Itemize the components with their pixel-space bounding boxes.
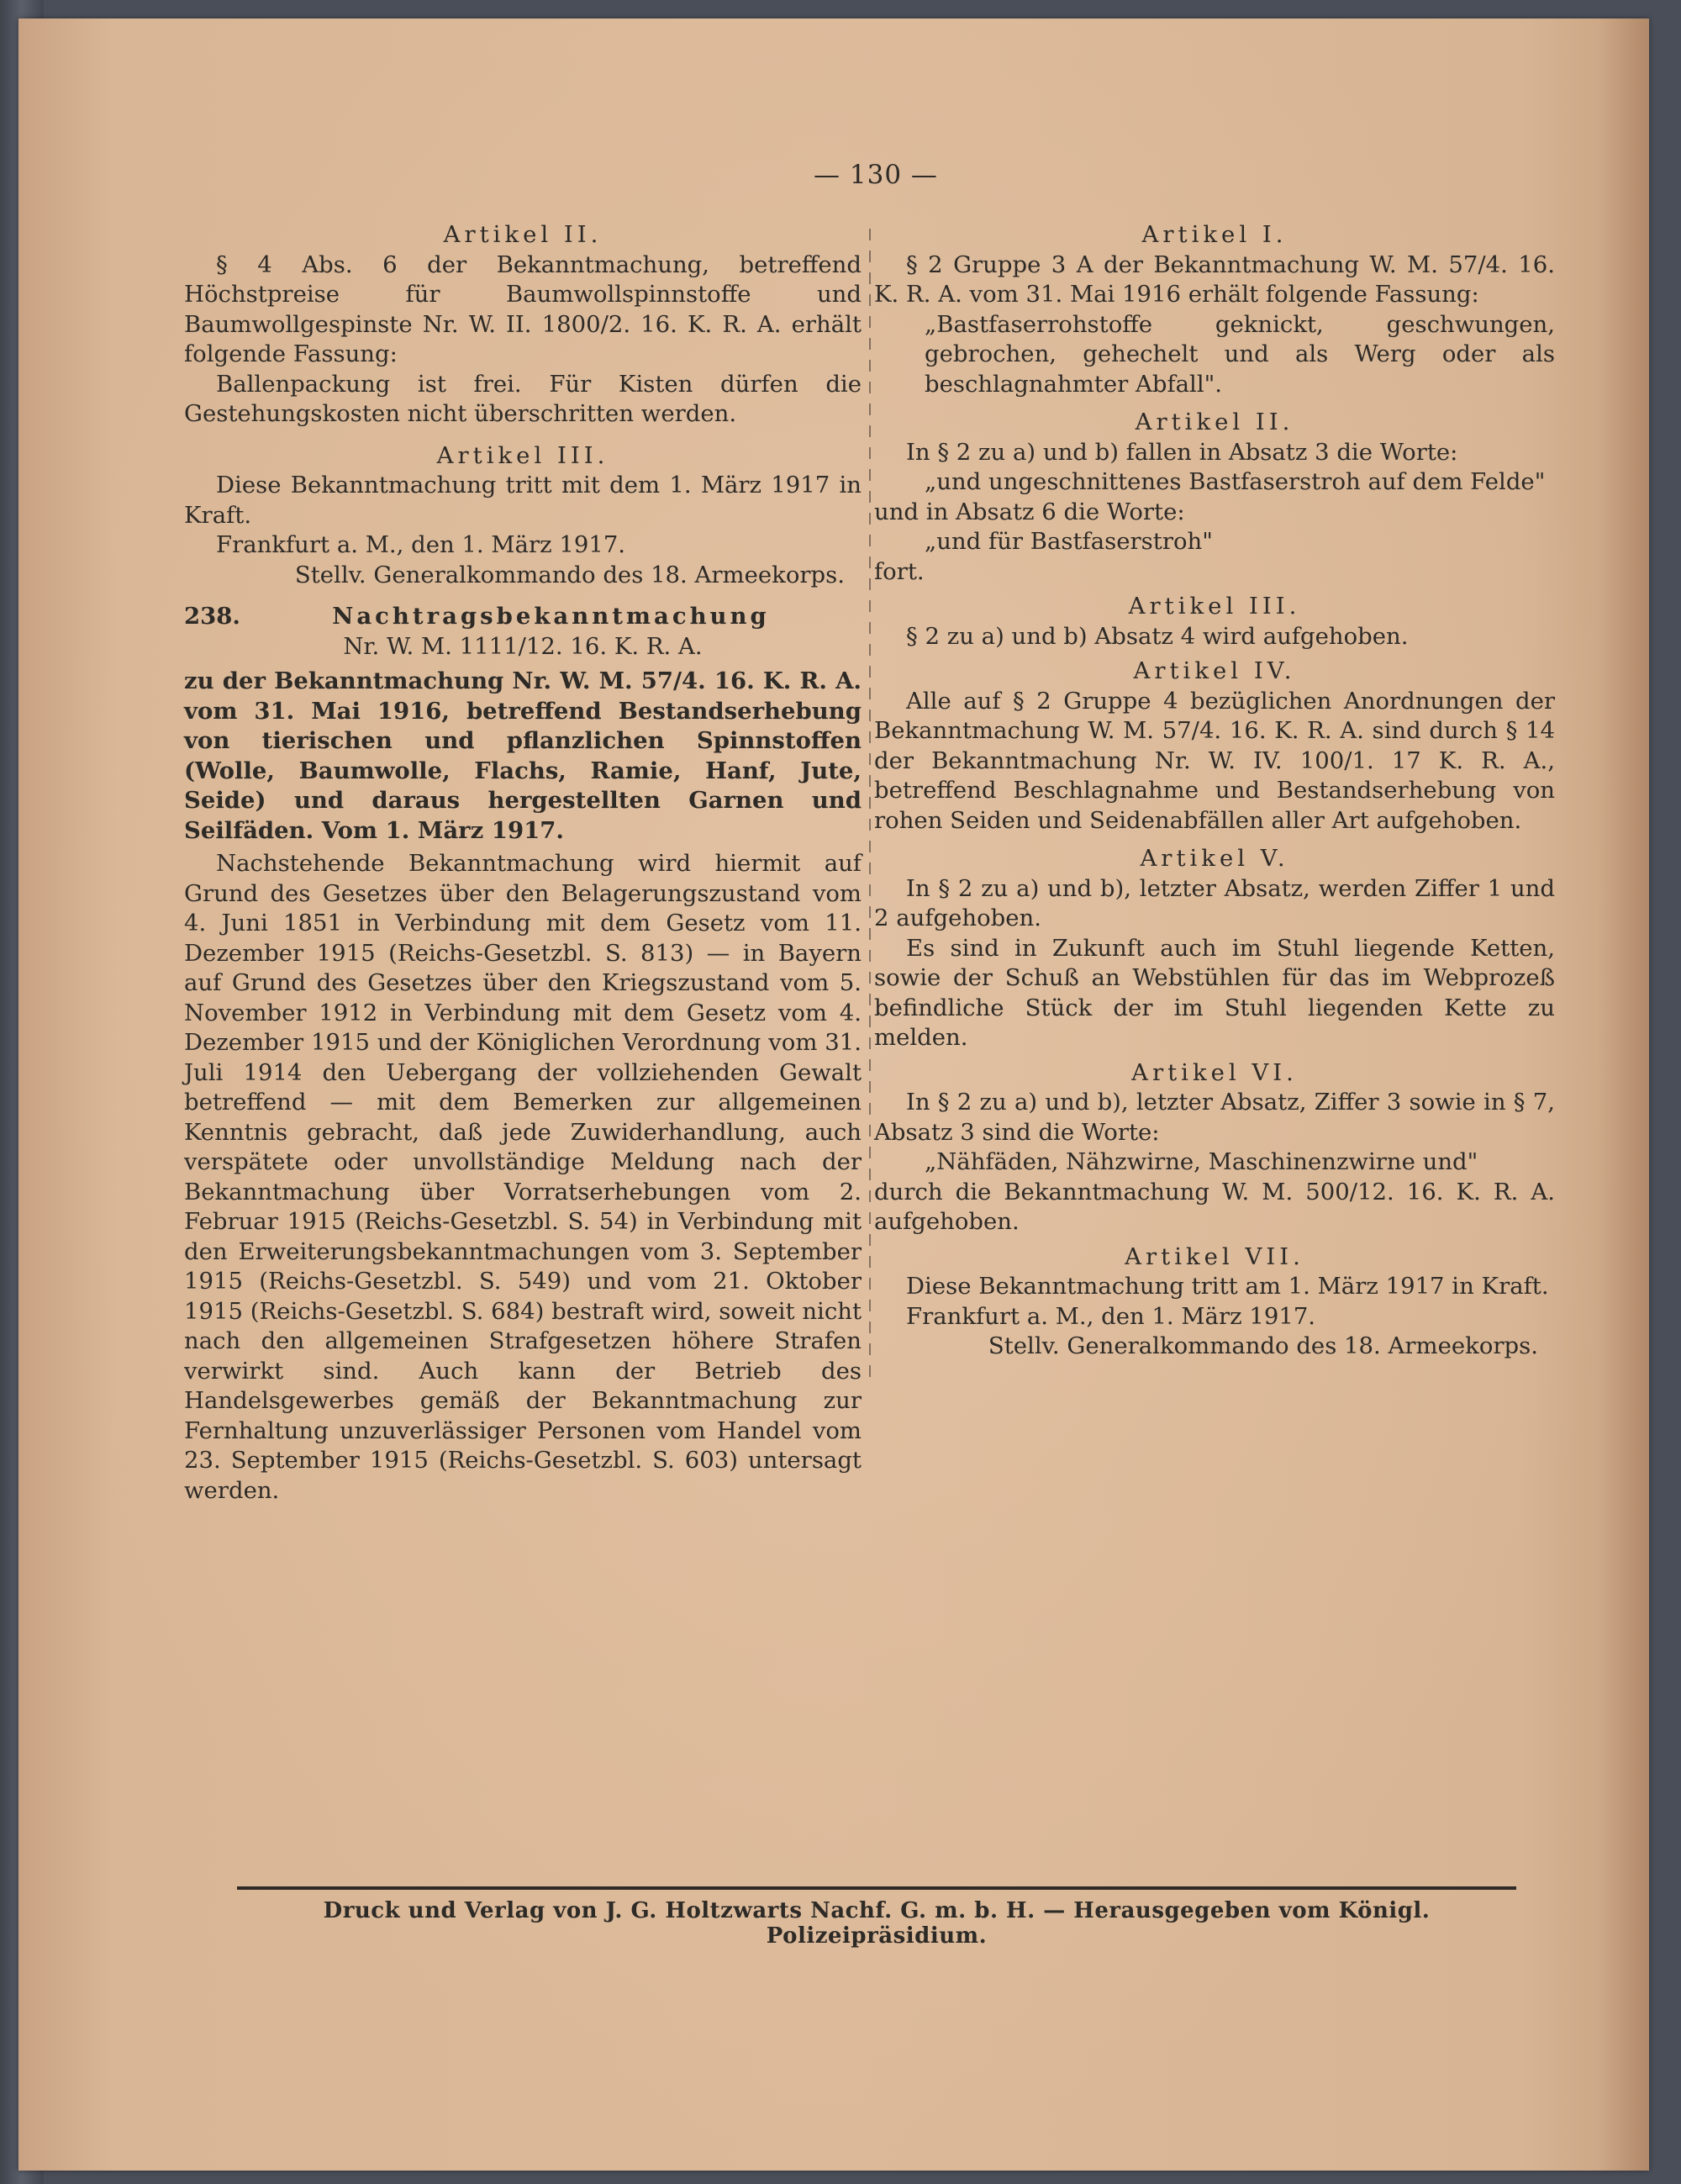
right-art1-text: § 2 Gruppe 3 A der Bekanntmachung W. M. 57/4. 16. K. R. A. vom 31. Mai 1916 erhält folgende Fassung: <box>874 251 1555 308</box>
entry-reference: Nr. W. M. 1111/12. 16. K. R. A. <box>343 632 703 660</box>
right-art3-text: § 2 zu a) und b) Absatz 4 wird aufgehoben. <box>906 622 1409 650</box>
right-art1-quote: „Bastfaserrohstoffe geknickt, geschwungen, gebrochen, gehechelt und als Werg oder als beschlagnahmter Abfall". <box>925 310 1555 398</box>
right-art6-heading: Artikel VI. <box>1131 1058 1298 1086</box>
right-art6-quote: „Nähfäden, Nähzwirne, Maschinenzwirne und" <box>925 1148 1478 1175</box>
column-divider <box>869 229 871 1380</box>
imprint-footer: Druck und Verlag von J. G. Holtzwarts Nachf. G. m. b. H. — Herausgegeben vom Königl. Polizeipräsidium. <box>323 1898 1431 1949</box>
left-art2-quote: Ballenpackung ist frei. Für Kisten dürfen die Gestehungskosten nicht überschritten werden. <box>184 370 862 427</box>
right-art2-quote2: „und für Bastfaserstroh" <box>925 528 1213 555</box>
left-art3-heading: Artikel III. <box>436 441 609 469</box>
document-page <box>18 18 1649 2171</box>
footer-rule <box>237 1886 1516 1890</box>
right-column <box>874 220 1555 1362</box>
left-art2-heading: Artikel II. <box>443 221 603 248</box>
entry-body: Nachstehende Bekanntmachung wird hiermit auf Grund des Gesetzes über den Belagerungszustand vom 4. Juni 1851 in Verbindung mit dem Gesetz vom 11. Dezember 1915 (Reichs-Gesetzbl. S. 813) — in Bayern auf Grund des Gesetzes über den Kriegszustand vom 5. November 1912 in Verbindung mit dem Gesetz vom 4. Dezember 1915 und der Königlichen Verordnung vom 31. Juli 1914 den Uebergang der vollziehenden Gewalt betreffend — mit dem Bemerken zur allgemeinen Kenntnis gebracht, daß jede Zuwiderhandlung, auch verspätete oder unvollständige Meldung nach der Bekanntmachung über Vorratserhebungen vom 2. Februar 1915 (Reichs-Gesetzbl. S. 54) in Verbindung mit den Erweiterungsbekanntmachungen vom 3. September 1915 (Reichs-Gesetzbl. S. 549) und vom 21. Oktober 1915 (Reichs-Gesetzbl. S. 684) bestraft wird, soweit nicht nach den allgemeinen Strafgesetzen höhere Strafen verwirkt sind. Auch kann der Betrieb des Handelsgewerbes gemäß der Bekanntmachung zur Fernhaltung unzuverlässiger Personen vom Handel vom 23. September 1915 (Reichs-Gesetzbl. S. 603) untersagt werden. <box>184 850 862 1504</box>
right-art4-heading: Artikel IV. <box>1133 657 1296 684</box>
left-signature: Stellv. Generalkommando des 18. Armeekorps. <box>294 561 845 588</box>
right-art2-quote1: „und ungeschnittenes Bastfaserstroh auf dem Felde" <box>925 468 1546 495</box>
entry-title: Nachtragsbekanntmachung <box>332 603 770 630</box>
right-art5-heading: Artikel V. <box>1140 845 1289 872</box>
page-number: — 130 — <box>814 160 938 190</box>
entry-subject: zu der Bekanntmachung Nr. W. M. 57/4. 16. K. R. A. vom 31. Mai 1916, betreffend Bestandserhebung von tierischen und pflanzlichen Spinnstoffen (Wolle, Baumwolle, Flachs, Ramie, Hanf, Jute, Seide) und daraus hergestellten Garnen und Seilfäden. Vom 1. März 1917. <box>184 667 862 844</box>
left-art2-text: § 4 Abs. 6 der Bekanntmachung, betreffend Höchstpreise für Baumwollspinnstoffe und Baumwollgespinste Nr. W. II. 1800/2. 16. K. R. A. erhält folgende Fassung: <box>184 251 862 367</box>
right-art2-text2: und in Absatz 6 die Worte: <box>874 498 1185 525</box>
left-art3-text: Diese Bekanntmachung tritt mit dem 1. März 1917 in Kraft. <box>184 472 862 529</box>
left-column <box>184 220 862 1506</box>
right-art7-text: Diese Bekanntmachung tritt am 1. März 1917 in Kraft. <box>906 1273 1549 1300</box>
right-art5-text2: Es sind in Zukunft auch im Stuhl liegende Ketten, sowie der Schuß an Webstühlen für das im Webprozeß befindliche Stück der im Stuhl liegenden Kette zu melden. <box>874 934 1555 1051</box>
right-signature: Stellv. Generalkommando des 18. Armeekorps. <box>988 1332 1538 1359</box>
right-art3-heading: Artikel III. <box>1128 593 1301 620</box>
right-art2-text3: fort. <box>874 557 925 585</box>
entry-header <box>184 602 862 632</box>
entry-number: 238. <box>184 603 240 630</box>
right-art2-text1: In § 2 zu a) und b) fallen in Absatz 3 die Worte: <box>906 438 1458 466</box>
right-art6-text2: durch die Bekanntmachung W. M. 500/12. 16. K. R. A. aufgehoben. <box>874 1178 1555 1235</box>
right-place-date: Frankfurt a. M., den 1. März 1917. <box>906 1302 1316 1330</box>
right-art2-heading: Artikel II. <box>1135 409 1294 435</box>
right-art5-text1: In § 2 zu a) und b), letzter Absatz, werden Ziffer 1 und 2 aufgehoben. <box>874 874 1555 931</box>
right-art1-heading: Artikel I. <box>1141 221 1288 248</box>
left-place-date: Frankfurt a. M., den 1. März 1917. <box>216 531 626 558</box>
page-fold-shadow <box>1599 18 1649 2171</box>
right-art4-text: Alle auf § 2 Gruppe 4 bezüglichen Anordnungen der Bekanntmachung W. M. 57/4. 16. K. R. A. sind durch § 14 der Bekanntmachung Nr. W. IV. 100/1. 17 K. R. A., betreffend Beschlagnahme und Bestandserhebung von rohen Seiden und Seidenabfällen aller Art aufgehoben. <box>874 687 1555 834</box>
right-art7-heading: Artikel VII. <box>1125 1242 1304 1270</box>
right-art6-text1: In § 2 zu a) und b), letzter Absatz, Ziffer 3 sowie in § 7, Absatz 3 sind die Worte: <box>874 1089 1555 1146</box>
